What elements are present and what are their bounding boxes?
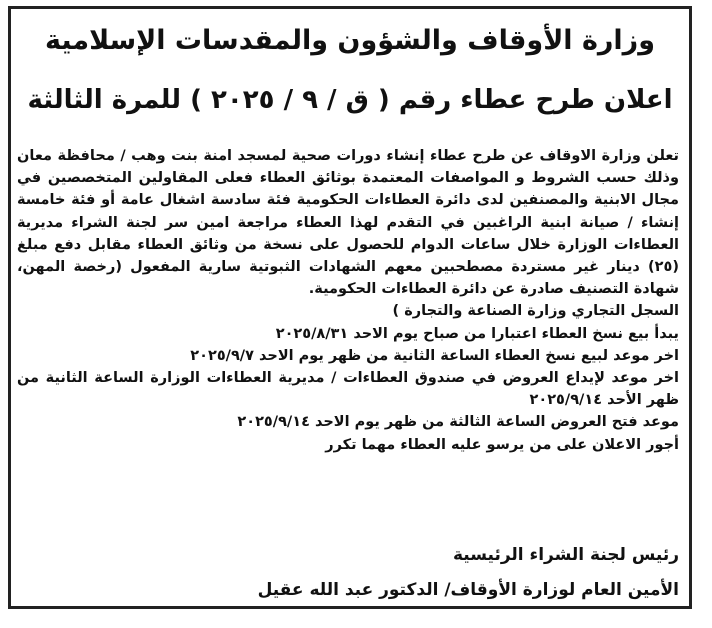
intro-paragraph: تعلن وزارة الاوقاف عن طرح عطاء إنشاء دورات صحية لمسجد امنة بنت وهب / محافظة معان وذلك حسب الشروط و المواصفات المعتمدة بوثائق العطاء فعلى المقاولين المتخصصين في مجال الابنية والمصنفين لدى دائرة العطاءات الحكومية فئة سادسة اشغال عامة أو فئة خامسة إنشاء / صيانة ابنية الراغبين في التقدم لهذا العطاء مراجعة امين سر لجنة الشراء مديرية العطاءات الوزارة خلال ساعات الدوام للحصول على نسخة من وثائق العطاء مقابل دفع مبلغ (٢٥) دينار غير مستردة مصطحبين معهم الشهادات الثبوتية سارية المفعول (رخصة المهن، شهادة التصنيف صادرة عن دائرة العطاءات الحكومية. bbox=[17, 148, 679, 298]
ministry-title: وزارة الأوقاف والشؤون والمقدسات الإسلامية bbox=[44, 25, 656, 56]
opening-line: موعد فتح العروض الساعة الثالثة من ظهر يوم الاحد ٢٠٢٥/٩/١٤ bbox=[237, 414, 679, 431]
fees-line: أجور الاعلان على من يرسو عليه العطاء مهما تكرر bbox=[325, 436, 679, 453]
announcement-title: اعلان طرح عطاء رقم ( ق / ٩ / ٢٠٢٥ ) للمرة الثالثة bbox=[27, 85, 673, 115]
registry-line: السجل التجاري وزارة الصناعة والتجارة ) bbox=[392, 303, 679, 320]
committee-head-signature: رئيس لجنة الشراء الرئيسية bbox=[452, 545, 679, 565]
secretary-general-signature: الأمين العام لوزارة الأوقاف/ الدكتور عبد الله عقيل bbox=[257, 580, 679, 600]
announcement-frame bbox=[8, 6, 692, 609]
sale-start-line: يبدأ بيع نسخ العطاء اعتبارا من صباح يوم الاحد ٢٠٢٥/٨/٣١ bbox=[275, 325, 679, 342]
sale-deadline-line: اخر موعد لبيع نسخ العطاء الساعة الثانية من ظهر يوم الاحد ٢٠٢٥/٩/٧ bbox=[190, 347, 679, 364]
announcement-body bbox=[17, 145, 679, 456]
submission-deadline-line: اخر موعد لإيداع العروض في صندوق العطاءات / مديرية العطاءات الوزارة الساعة الثانية من ظهر الأحد ٢٠٢٥/٩/١٤ bbox=[17, 370, 679, 409]
